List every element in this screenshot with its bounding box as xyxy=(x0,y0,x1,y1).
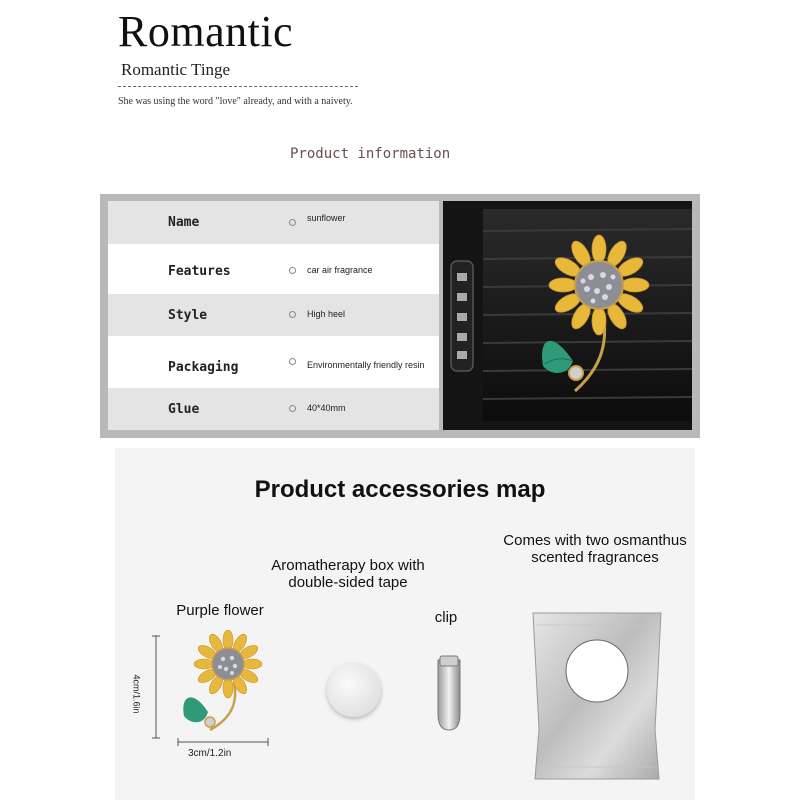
bullet-icon xyxy=(289,311,296,318)
info-row-glue xyxy=(108,388,439,430)
aromatherapy-box-image xyxy=(327,663,381,717)
info-row-style xyxy=(108,294,439,336)
accessories-heading: Product accessories map xyxy=(254,476,546,503)
row-label: Glue xyxy=(168,402,200,417)
row-label: Style xyxy=(168,308,208,323)
bullet-icon xyxy=(289,358,296,365)
dashed-divider xyxy=(118,86,358,87)
row-value: sunflower xyxy=(307,213,346,223)
bullet-icon xyxy=(289,267,296,274)
info-row-packaging xyxy=(108,336,439,388)
row-value: 40*40mm xyxy=(307,403,346,413)
clip-label: clip xyxy=(434,609,458,626)
product-info-heading: Product information xyxy=(290,146,451,162)
sunflower-clip-image xyxy=(443,201,692,430)
vent-clip-image xyxy=(432,654,466,734)
page-title: Romantic xyxy=(118,7,294,56)
row-value: car air fragrance xyxy=(307,265,373,275)
fragrance-sachet-image xyxy=(527,609,667,783)
tagline-quote: She was using the word "love" already, and with a naivety. xyxy=(118,96,353,107)
height-dimension: 4cm/1.6in xyxy=(131,674,142,714)
row-value: High heel xyxy=(307,309,346,319)
info-row-features xyxy=(108,244,439,294)
bullet-icon xyxy=(289,405,296,412)
width-dimension: 3cm/1.2in xyxy=(188,748,232,759)
flower-label: Purple flower xyxy=(176,602,264,619)
product-info-table xyxy=(108,201,439,430)
info-row-name xyxy=(108,201,439,244)
sunflower-product-image xyxy=(150,630,270,748)
row-label: Packaging xyxy=(168,360,239,375)
bullet-icon xyxy=(289,219,296,226)
row-label: Features xyxy=(168,264,231,279)
row-label: Name xyxy=(168,215,200,230)
aroma-box-label: Aromatherapy box with double-sided tape xyxy=(271,557,425,591)
page-subtitle: Romantic Tinge xyxy=(121,60,231,79)
fragrance-label: Comes with two osmanthus scented fragrances xyxy=(503,532,687,566)
car-vent-photo xyxy=(443,201,692,430)
row-value: Environmentally friendly resin xyxy=(307,360,425,370)
